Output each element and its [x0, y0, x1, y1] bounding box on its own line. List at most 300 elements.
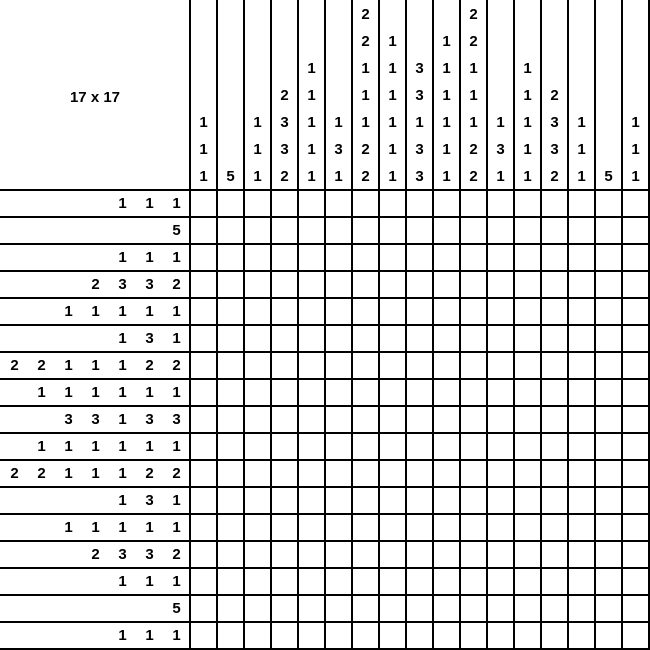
grid-cell[interactable] [434, 218, 460, 244]
grid-cell[interactable] [353, 515, 379, 541]
grid-cell[interactable] [569, 569, 595, 595]
grid-cell[interactable] [218, 596, 244, 622]
grid-cell[interactable] [191, 461, 217, 487]
grid-cell[interactable] [407, 596, 433, 622]
grid-cell[interactable] [569, 488, 595, 514]
grid-cell[interactable] [542, 623, 568, 649]
grid-cell[interactable] [299, 380, 325, 406]
grid-cell[interactable] [218, 434, 244, 460]
grid-cell[interactable] [623, 623, 649, 649]
grid-cell[interactable] [407, 272, 433, 298]
grid-cell[interactable] [191, 299, 217, 325]
grid-cell[interactable] [488, 407, 514, 433]
grid-cell[interactable] [569, 218, 595, 244]
grid-cell[interactable] [623, 596, 649, 622]
grid-cell[interactable] [488, 596, 514, 622]
grid-cell[interactable] [488, 191, 514, 217]
grid-cell[interactable] [326, 488, 352, 514]
grid-cell[interactable] [326, 326, 352, 352]
grid-cell[interactable] [353, 488, 379, 514]
row-clue-number: 3 [145, 546, 154, 563]
grid-cell[interactable] [191, 488, 217, 514]
column-clue-number: 1 [631, 141, 640, 158]
grid-cell[interactable] [623, 542, 649, 568]
grid-cell[interactable] [272, 299, 298, 325]
grid-cell[interactable] [272, 623, 298, 649]
grid-cell[interactable] [542, 542, 568, 568]
grid-cell[interactable] [353, 461, 379, 487]
grid-cell[interactable] [380, 218, 406, 244]
grid-cell[interactable] [245, 272, 271, 298]
grid-cell[interactable] [245, 569, 271, 595]
grid-cell[interactable] [569, 299, 595, 325]
grid-cell[interactable] [488, 623, 514, 649]
grid-cell[interactable] [218, 623, 244, 649]
grid-cell[interactable] [515, 407, 541, 433]
grid-cell[interactable] [461, 380, 487, 406]
grid-cell[interactable] [515, 299, 541, 325]
grid-cell[interactable] [407, 623, 433, 649]
grid-cell[interactable] [299, 218, 325, 244]
grid-cell[interactable] [569, 542, 595, 568]
grid-cell[interactable] [515, 596, 541, 622]
grid-cell[interactable] [569, 326, 595, 352]
grid-cell[interactable] [407, 569, 433, 595]
grid-cell[interactable] [569, 380, 595, 406]
grid-cell[interactable] [569, 596, 595, 622]
grid-cell[interactable] [299, 461, 325, 487]
grid-cell[interactable] [272, 272, 298, 298]
grid-cell[interactable] [218, 299, 244, 325]
grid-cell[interactable] [407, 434, 433, 460]
grid-cell[interactable] [461, 488, 487, 514]
grid-cell[interactable] [488, 488, 514, 514]
grid-cell[interactable] [596, 380, 622, 406]
grid-cell[interactable] [569, 461, 595, 487]
grid-cell[interactable] [272, 488, 298, 514]
grid-cell[interactable] [218, 272, 244, 298]
grid-cell[interactable] [596, 326, 622, 352]
grid-cell[interactable] [353, 299, 379, 325]
grid-cell[interactable] [434, 569, 460, 595]
grid-cell[interactable] [218, 542, 244, 568]
grid-cell[interactable] [461, 299, 487, 325]
grid-cell[interactable] [434, 326, 460, 352]
grid-cell[interactable] [407, 299, 433, 325]
grid-cell[interactable] [623, 245, 649, 271]
grid-cell[interactable] [488, 353, 514, 379]
grid-cell[interactable] [353, 434, 379, 460]
grid-cell[interactable] [272, 569, 298, 595]
grid-cell[interactable] [191, 191, 217, 217]
grid-cell[interactable] [326, 272, 352, 298]
grid-cell[interactable] [272, 434, 298, 460]
grid-cell[interactable] [191, 218, 217, 244]
grid-cell[interactable] [407, 191, 433, 217]
grid-cell[interactable] [299, 299, 325, 325]
grid-cell[interactable] [596, 488, 622, 514]
grid-cell[interactable] [434, 353, 460, 379]
grid-cell[interactable] [407, 542, 433, 568]
grid-cell[interactable] [380, 542, 406, 568]
grid-cell[interactable] [407, 380, 433, 406]
grid-cell[interactable] [596, 299, 622, 325]
grid-cell[interactable] [488, 461, 514, 487]
grid-cell[interactable] [245, 326, 271, 352]
grid-cell[interactable] [407, 326, 433, 352]
grid-cell[interactable] [488, 434, 514, 460]
grid-cell[interactable] [326, 515, 352, 541]
grid-cell[interactable] [299, 623, 325, 649]
grid-cell[interactable] [353, 326, 379, 352]
grid-cell[interactable] [623, 488, 649, 514]
grid-cell[interactable] [218, 380, 244, 406]
grid-cell[interactable] [569, 515, 595, 541]
grid-cell[interactable] [569, 623, 595, 649]
grid-cell[interactable] [299, 272, 325, 298]
grid-cell[interactable] [434, 272, 460, 298]
grid-cell[interactable] [299, 542, 325, 568]
grid-cell[interactable] [542, 434, 568, 460]
grid-cell[interactable] [326, 218, 352, 244]
grid-cell[interactable] [326, 434, 352, 460]
grid-cell[interactable] [245, 191, 271, 217]
grid-cell[interactable] [515, 272, 541, 298]
grid-cell[interactable] [515, 380, 541, 406]
row-clue-number: 5 [172, 222, 181, 239]
grid-cell[interactable] [272, 515, 298, 541]
grid-cell[interactable] [515, 434, 541, 460]
grid-cell[interactable] [218, 326, 244, 352]
grid-cell[interactable] [569, 272, 595, 298]
grid-cell[interactable] [542, 218, 568, 244]
grid-cell[interactable] [218, 191, 244, 217]
grid-cell[interactable] [380, 380, 406, 406]
grid-cell[interactable] [461, 245, 487, 271]
grid-cell[interactable] [461, 218, 487, 244]
grid-cell[interactable] [245, 515, 271, 541]
grid-cell[interactable] [272, 542, 298, 568]
grid-cell[interactable] [353, 353, 379, 379]
grid-cell[interactable] [218, 488, 244, 514]
grid-cell[interactable] [299, 353, 325, 379]
grid-cell[interactable] [623, 380, 649, 406]
grid-cell[interactable] [407, 488, 433, 514]
grid-cell[interactable] [245, 407, 271, 433]
grid-cell[interactable] [623, 299, 649, 325]
grid-cell[interactable] [488, 218, 514, 244]
grid-cell[interactable] [272, 596, 298, 622]
row-clue-number: 2 [172, 276, 181, 293]
grid-cell[interactable] [299, 488, 325, 514]
grid-cell[interactable] [407, 245, 433, 271]
grid-cell[interactable] [461, 272, 487, 298]
grid-cell[interactable] [488, 299, 514, 325]
grid-cell[interactable] [623, 218, 649, 244]
grid-cell[interactable] [596, 407, 622, 433]
grid-cell[interactable] [569, 407, 595, 433]
grid-cell[interactable] [353, 380, 379, 406]
column-clue-number: 1 [469, 87, 478, 104]
grid-cell[interactable] [488, 326, 514, 352]
grid-cell[interactable] [623, 191, 649, 217]
grid-cell[interactable] [380, 245, 406, 271]
grid-cell[interactable] [191, 245, 217, 271]
grid-cell[interactable] [596, 596, 622, 622]
grid-cell[interactable] [515, 488, 541, 514]
grid-cell[interactable] [191, 272, 217, 298]
grid-cell[interactable] [299, 407, 325, 433]
grid-cell[interactable] [515, 461, 541, 487]
grid-cell[interactable] [380, 461, 406, 487]
grid-cell[interactable] [326, 461, 352, 487]
grid-cell[interactable] [380, 623, 406, 649]
grid-cell[interactable] [326, 623, 352, 649]
grid-cell[interactable] [569, 353, 595, 379]
grid-cell[interactable] [353, 407, 379, 433]
grid-cell[interactable] [434, 380, 460, 406]
grid-cell[interactable] [326, 380, 352, 406]
grid-cell[interactable] [542, 488, 568, 514]
grid-cell[interactable] [434, 542, 460, 568]
grid-cell[interactable] [515, 326, 541, 352]
grid-cell[interactable] [542, 461, 568, 487]
grid-cell[interactable] [434, 407, 460, 433]
grid-cell[interactable] [542, 326, 568, 352]
grid-cell[interactable] [299, 569, 325, 595]
grid-cell[interactable] [623, 326, 649, 352]
grid-cell[interactable] [218, 245, 244, 271]
grid-cell[interactable] [326, 353, 352, 379]
grid-cell[interactable] [596, 569, 622, 595]
grid-cell[interactable] [434, 596, 460, 622]
grid-cell[interactable] [596, 434, 622, 460]
grid-cell[interactable] [596, 461, 622, 487]
grid-cell[interactable] [596, 218, 622, 244]
grid-cell[interactable] [488, 245, 514, 271]
grid-cell[interactable] [218, 515, 244, 541]
grid-cell[interactable] [488, 569, 514, 595]
grid-cell[interactable] [407, 515, 433, 541]
grid-cell[interactable] [569, 434, 595, 460]
grid-cell[interactable] [461, 326, 487, 352]
grid-cell[interactable] [191, 515, 217, 541]
grid-cell[interactable] [326, 245, 352, 271]
grid-cell[interactable] [380, 407, 406, 433]
grid-cell[interactable] [299, 326, 325, 352]
grid-cell[interactable] [488, 380, 514, 406]
grid-cell[interactable] [326, 542, 352, 568]
grid-cell[interactable] [623, 434, 649, 460]
grid-cell[interactable] [596, 353, 622, 379]
grid-cell[interactable] [299, 596, 325, 622]
grid-cell[interactable] [515, 623, 541, 649]
grid-cell[interactable] [245, 245, 271, 271]
grid-cell[interactable] [407, 353, 433, 379]
grid-cell[interactable] [434, 191, 460, 217]
grid-cell[interactable] [191, 623, 217, 649]
grid-cell[interactable] [218, 407, 244, 433]
grid-cell[interactable] [515, 542, 541, 568]
grid-cell[interactable] [245, 623, 271, 649]
grid-cell[interactable] [434, 461, 460, 487]
grid-cell[interactable] [542, 191, 568, 217]
grid-cell[interactable] [380, 488, 406, 514]
grid-cell[interactable] [326, 191, 352, 217]
grid-cell[interactable] [245, 353, 271, 379]
grid-cell[interactable] [596, 515, 622, 541]
grid-cell[interactable] [272, 380, 298, 406]
grid-cell[interactable] [596, 191, 622, 217]
grid-cell[interactable] [461, 542, 487, 568]
grid-cell[interactable] [461, 596, 487, 622]
grid-cell[interactable] [380, 353, 406, 379]
grid-cell[interactable] [542, 569, 568, 595]
grid-cell[interactable] [353, 218, 379, 244]
grid-cell[interactable] [245, 461, 271, 487]
grid-cell[interactable] [245, 218, 271, 244]
grid-cell[interactable] [434, 245, 460, 271]
grid-cell[interactable] [272, 218, 298, 244]
grid-cell[interactable] [515, 218, 541, 244]
grid-cell[interactable] [488, 272, 514, 298]
grid-cell[interactable] [353, 569, 379, 595]
grid-cell[interactable] [272, 326, 298, 352]
grid-cell[interactable] [542, 380, 568, 406]
grid-cell[interactable] [461, 515, 487, 541]
grid-cell[interactable] [488, 515, 514, 541]
row-clue-number: 1 [118, 573, 127, 590]
grid-cell[interactable] [434, 299, 460, 325]
grid-cell[interactable] [299, 515, 325, 541]
grid-cell[interactable] [461, 407, 487, 433]
grid-cell[interactable] [461, 434, 487, 460]
grid-cell[interactable] [191, 326, 217, 352]
grid-cell[interactable] [623, 353, 649, 379]
grid-cell[interactable] [515, 245, 541, 271]
grid-cell[interactable] [596, 623, 622, 649]
grid-cell[interactable] [245, 488, 271, 514]
grid-cell[interactable] [353, 596, 379, 622]
grid-cell[interactable] [218, 218, 244, 244]
grid-cell[interactable] [380, 569, 406, 595]
grid-cell[interactable] [191, 353, 217, 379]
column-clue-number: 1 [388, 114, 397, 131]
grid-cell[interactable] [218, 461, 244, 487]
grid-cell[interactable] [542, 353, 568, 379]
grid-cell[interactable] [380, 326, 406, 352]
grid-cell[interactable] [191, 596, 217, 622]
grid-cell[interactable] [407, 218, 433, 244]
grid-cell[interactable] [623, 569, 649, 595]
grid-cell[interactable] [596, 272, 622, 298]
grid-cell[interactable] [191, 407, 217, 433]
grid-cell[interactable] [596, 245, 622, 271]
grid-cell[interactable] [272, 245, 298, 271]
grid-cell[interactable] [434, 488, 460, 514]
grid-cell[interactable] [326, 569, 352, 595]
grid-cell[interactable] [380, 191, 406, 217]
grid-cell[interactable] [569, 245, 595, 271]
grid-cell[interactable] [218, 569, 244, 595]
grid-cell[interactable] [434, 623, 460, 649]
column-clue-number: 2 [361, 6, 370, 23]
grid-cell[interactable] [461, 623, 487, 649]
grid-cell[interactable] [380, 299, 406, 325]
grid-cell[interactable] [191, 380, 217, 406]
grid-cell[interactable] [542, 596, 568, 622]
grid-cell[interactable] [542, 407, 568, 433]
grid-cell[interactable] [623, 461, 649, 487]
grid-cell[interactable] [623, 515, 649, 541]
grid-cell[interactable] [407, 407, 433, 433]
grid-cell[interactable] [380, 272, 406, 298]
grid-cell[interactable] [272, 353, 298, 379]
grid-cell[interactable] [515, 191, 541, 217]
grid-cell[interactable] [245, 299, 271, 325]
grid-cell[interactable] [272, 407, 298, 433]
row-clue-number: 1 [91, 519, 100, 536]
grid-cell[interactable] [569, 191, 595, 217]
grid-cell[interactable] [245, 596, 271, 622]
grid-cell[interactable] [299, 434, 325, 460]
grid-cell[interactable] [542, 272, 568, 298]
grid-cell[interactable] [326, 299, 352, 325]
grid-cell[interactable] [380, 596, 406, 622]
grid-cell[interactable] [218, 353, 244, 379]
grid-cell[interactable] [326, 596, 352, 622]
grid-cell[interactable] [461, 191, 487, 217]
grid-cell[interactable] [623, 407, 649, 433]
grid-cell[interactable] [542, 245, 568, 271]
grid-cell[interactable] [434, 434, 460, 460]
grid-cell[interactable] [191, 434, 217, 460]
grid-cell[interactable] [380, 434, 406, 460]
grid-cell[interactable] [353, 191, 379, 217]
grid-cell[interactable] [353, 272, 379, 298]
grid-cell[interactable] [461, 353, 487, 379]
grid-cell[interactable] [542, 515, 568, 541]
grid-cell[interactable] [488, 542, 514, 568]
grid-cell[interactable] [542, 299, 568, 325]
grid-cell[interactable] [515, 515, 541, 541]
grid-cell[interactable] [245, 380, 271, 406]
grid-cell[interactable] [353, 623, 379, 649]
grid-cell[interactable] [461, 569, 487, 595]
grid-cell[interactable] [191, 542, 217, 568]
grid-cell[interactable] [272, 191, 298, 217]
grid-cell[interactable] [299, 245, 325, 271]
grid-cell[interactable] [245, 434, 271, 460]
grid-cell[interactable] [353, 542, 379, 568]
grid-cell[interactable] [353, 245, 379, 271]
grid-cell[interactable] [245, 542, 271, 568]
grid-cell[interactable] [407, 461, 433, 487]
grid-cell[interactable] [326, 407, 352, 433]
grid-cell[interactable] [434, 515, 460, 541]
grid-cell[interactable] [623, 272, 649, 298]
row-clue-number: 5 [172, 600, 181, 617]
grid-cell[interactable] [272, 461, 298, 487]
grid-cell[interactable] [596, 542, 622, 568]
grid-cell[interactable] [380, 515, 406, 541]
grid-cell[interactable] [299, 191, 325, 217]
column-clue-number: 1 [442, 60, 451, 77]
grid-cell[interactable] [461, 461, 487, 487]
grid-cell[interactable] [515, 569, 541, 595]
grid-cell[interactable] [515, 353, 541, 379]
grid-cell[interactable] [191, 569, 217, 595]
